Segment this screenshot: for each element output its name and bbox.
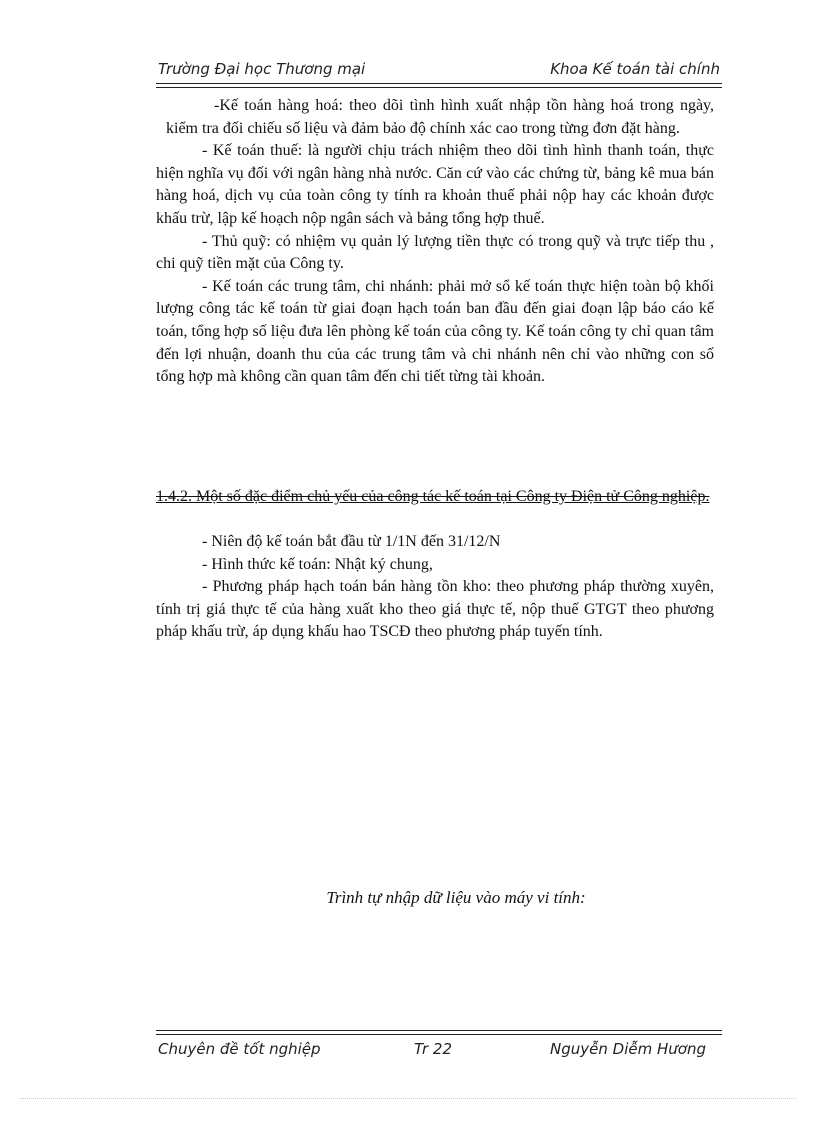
footer-author: Nguyễn Diễm Hương (550, 1040, 706, 1058)
list-item-accounting-form: - Hình thức kế toán: Nhật ký chung, (202, 555, 433, 573)
section-items (156, 531, 714, 644)
paragraph-branch-accounting: - Kế toán các trung tâm, chi nhánh: phải mở sổ kế toán thực hiện toàn bộ khối lượng công tác kế toán từ giai đoạn hạch toán ban đầu đến giai đoạn lập báo cáo kế toán, tổng hợp số liệu đưa lên phòng kế toán của công ty. Kế toán công ty chỉ quan tâm đến lợi nhuận, doanh thu của các trung tâm và chi nhánh nên chỉ vào những con số tổng hợp mà không cần quan tâm đến chi tiết từng tài khoản. (156, 277, 714, 386)
footer-title: Chuyên đề tốt nghiệp (158, 1040, 321, 1058)
header-divider (156, 83, 722, 84)
footer-divider-secondary (156, 1034, 722, 1035)
list-item-inventory-method: - Phương pháp hạch toán bán hàng tồn kho: theo phương pháp thường xuyên, tính trị giá thực tế của hàng xuất kho theo giá thực tế, nộp thuế GTGT theo phương pháp khấu trừ, áp dụng khấu hao TSCĐ theo phương pháp tuyến tính. (156, 578, 714, 641)
footer-divider (156, 1030, 722, 1031)
page-footer (156, 1040, 722, 1064)
page-edge-divider (20, 1098, 796, 1099)
paragraph-goods-accounting: -Kế toán hàng hoá: theo dõi tình hình xuất nhập tồn hàng hoá trong ngày, kiểm tra đối chiếu số liệu và đảm bảo độ chính xác cao trong từng đơn đặt hàng. (166, 97, 714, 137)
section-heading: 1.4.2. Một số đặc điểm chủ yếu của công tác kế toán tại Công ty Điện tử Công nghiệp. (156, 488, 710, 505)
figure-caption: Trình tự nhập dữ liệu vào máy vi tính: (326, 888, 586, 907)
header-school: Trường Đại học Thương mại (158, 60, 366, 78)
body-section (156, 95, 714, 389)
page-number: Tr 22 (414, 1040, 453, 1058)
paragraph-cashier: - Thủ quỹ: có nhiệm vụ quản lý lượng tiền thực có trong quỹ và trực tiếp thu , chi quỹ tiền mặt của Công ty. (156, 232, 714, 273)
list-item-fiscal-year: - Niên độ kế toán bắt đầu từ 1/1N đến 31/12/N (202, 533, 501, 550)
page-header (156, 58, 722, 82)
header-faculty: Khoa Kế toán tài chính (550, 60, 720, 78)
header-divider-secondary (156, 87, 722, 88)
paragraph-tax-accounting: - Kế toán thuế: là người chịu trách nhiệm theo dõi tình hình thanh toán, thực hiện nghĩa vụ đối với ngân hàng nhà nước. Căn cứ vào các chứng từ, bảng kê mua bán hàng hoá, dịch vụ của toàn công ty tính ra khoản thuế phải nộp hay các khoản được khấu trừ, lập kế hoạch nộp ngân sách và bảng tổng hợp thuế. (156, 142, 714, 227)
